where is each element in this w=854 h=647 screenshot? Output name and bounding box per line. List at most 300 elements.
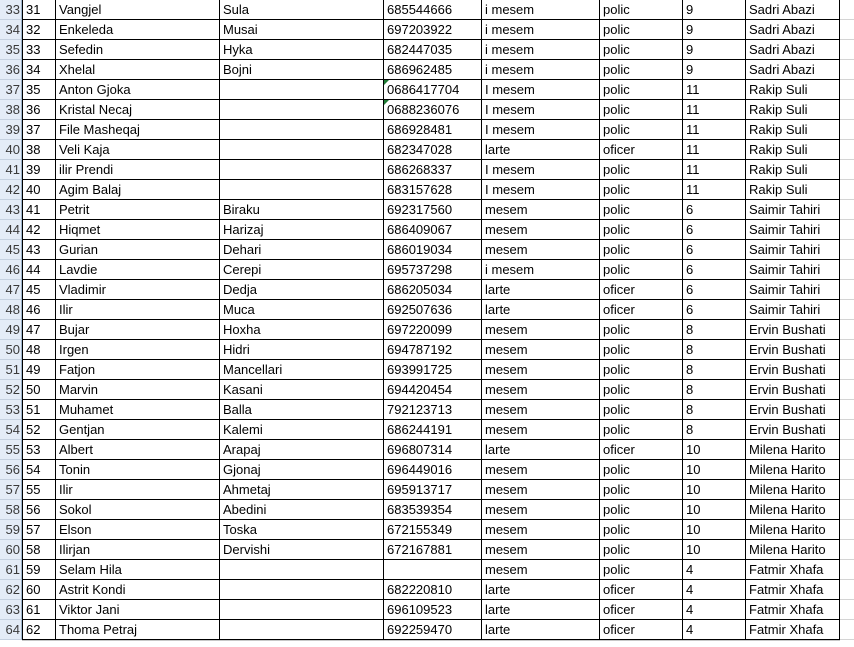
row-header[interactable]: 62 [0, 580, 22, 600]
cell-role[interactable] [600, 600, 683, 620]
cell-level[interactable] [482, 300, 600, 320]
cell-level[interactable] [482, 40, 600, 60]
cell-row-index[interactable] [22, 580, 56, 600]
empty-cell[interactable] [840, 140, 854, 160]
cell-surname[interactable] [220, 20, 384, 40]
cell-phone[interactable] [384, 60, 482, 80]
cell-commander[interactable] [746, 360, 840, 380]
cell-role[interactable] [600, 160, 683, 180]
cell-level[interactable] [482, 80, 600, 100]
cell-role[interactable] [600, 220, 683, 240]
cell-phone[interactable] [384, 200, 482, 220]
cell-row-index[interactable] [22, 540, 56, 560]
cell-phone[interactable] [384, 140, 482, 160]
cell-surname[interactable] [220, 300, 384, 320]
cell-row-index[interactable] [22, 260, 56, 280]
cell-unit[interactable] [683, 440, 746, 460]
cell-commander[interactable] [746, 60, 840, 80]
cell-role[interactable] [600, 580, 683, 600]
cell-name[interactable] [56, 560, 220, 580]
cell-unit[interactable] [683, 580, 746, 600]
empty-cell[interactable] [840, 200, 854, 220]
cell-surname[interactable] [220, 320, 384, 340]
cell-role[interactable] [600, 60, 683, 80]
empty-cell[interactable] [840, 520, 854, 540]
empty-cell[interactable] [840, 560, 854, 580]
cell-role[interactable] [600, 20, 683, 40]
cell-surname[interactable] [220, 440, 384, 460]
cell-phone[interactable] [384, 20, 482, 40]
empty-cell[interactable] [840, 0, 854, 20]
cell-role[interactable] [600, 100, 683, 120]
cell-role[interactable] [600, 260, 683, 280]
cell-level[interactable] [482, 320, 600, 340]
cell-surname[interactable] [220, 260, 384, 280]
cell-unit[interactable] [683, 340, 746, 360]
cell-name[interactable] [56, 480, 220, 500]
cell-row-index[interactable] [22, 620, 56, 640]
cell-name[interactable] [56, 200, 220, 220]
cell-phone[interactable] [384, 0, 482, 20]
row-header[interactable]: 45 [0, 240, 22, 260]
cell-phone[interactable] [384, 560, 482, 580]
cell-surname[interactable] [220, 180, 384, 200]
cell-row-index[interactable] [22, 160, 56, 180]
cell-level[interactable] [482, 400, 600, 420]
cell-row-index[interactable] [22, 400, 56, 420]
cell-role[interactable] [600, 80, 683, 100]
cell-row-index[interactable] [22, 440, 56, 460]
empty-cell[interactable] [840, 40, 854, 60]
cell-phone[interactable] [384, 520, 482, 540]
cell-unit[interactable] [683, 260, 746, 280]
cell-name[interactable] [56, 60, 220, 80]
cell-surname[interactable] [220, 380, 384, 400]
cell-unit[interactable] [683, 80, 746, 100]
cell-unit[interactable] [683, 380, 746, 400]
cell-surname[interactable] [220, 540, 384, 560]
cell-level[interactable] [482, 120, 600, 140]
cell-role[interactable] [600, 240, 683, 260]
cell-row-index[interactable] [22, 420, 56, 440]
row-header[interactable]: 60 [0, 540, 22, 560]
cell-row-index[interactable] [22, 0, 56, 20]
cell-surname[interactable] [220, 40, 384, 60]
cell-surname[interactable] [220, 140, 384, 160]
cell-level[interactable] [482, 380, 600, 400]
cell-commander[interactable] [746, 400, 840, 420]
cell-commander[interactable] [746, 240, 840, 260]
cell-commander[interactable] [746, 120, 840, 140]
row-header[interactable]: 34 [0, 20, 22, 40]
cell-role[interactable] [600, 360, 683, 380]
cell-surname[interactable] [220, 460, 384, 480]
cell-unit[interactable] [683, 300, 746, 320]
empty-cell[interactable] [840, 400, 854, 420]
row-header[interactable]: 35 [0, 40, 22, 60]
cell-row-index[interactable] [22, 520, 56, 540]
cell-name[interactable] [56, 440, 220, 460]
cell-name[interactable] [56, 400, 220, 420]
cell-unit[interactable] [683, 600, 746, 620]
cell-surname[interactable] [220, 600, 384, 620]
row-header[interactable]: 41 [0, 160, 22, 180]
cell-name[interactable] [56, 120, 220, 140]
cell-unit[interactable] [683, 0, 746, 20]
cell-phone[interactable] [384, 480, 482, 500]
cell-unit[interactable] [683, 500, 746, 520]
cell-commander[interactable] [746, 480, 840, 500]
cell-phone[interactable] [384, 540, 482, 560]
cell-unit[interactable] [683, 100, 746, 120]
cell-unit[interactable] [683, 480, 746, 500]
cell-level[interactable] [482, 560, 600, 580]
cell-role[interactable] [600, 380, 683, 400]
empty-cell[interactable] [840, 160, 854, 180]
empty-cell[interactable] [840, 120, 854, 140]
cell-phone[interactable] [384, 160, 482, 180]
cell-role[interactable] [600, 480, 683, 500]
cell-unit[interactable] [683, 240, 746, 260]
cell-surname[interactable] [220, 500, 384, 520]
cell-level[interactable] [482, 160, 600, 180]
cell-surname[interactable] [220, 580, 384, 600]
cell-row-index[interactable] [22, 100, 56, 120]
cell-role[interactable] [600, 200, 683, 220]
row-header[interactable]: 39 [0, 120, 22, 140]
cell-commander[interactable] [746, 40, 840, 60]
empty-cell[interactable] [840, 540, 854, 560]
empty-cell[interactable] [840, 440, 854, 460]
cell-level[interactable] [482, 20, 600, 40]
cell-phone[interactable] [384, 80, 482, 100]
cell-level[interactable] [482, 460, 600, 480]
cell-name[interactable] [56, 40, 220, 60]
cell-surname[interactable] [220, 120, 384, 140]
cell-level[interactable] [482, 0, 600, 20]
cell-role[interactable] [600, 620, 683, 640]
cell-phone[interactable] [384, 620, 482, 640]
cell-name[interactable] [56, 360, 220, 380]
empty-cell[interactable] [840, 340, 854, 360]
cell-commander[interactable] [746, 600, 840, 620]
row-header[interactable]: 64 [0, 620, 22, 640]
cell-row-index[interactable] [22, 560, 56, 580]
cell-row-index[interactable] [22, 80, 56, 100]
cell-phone[interactable] [384, 380, 482, 400]
cell-row-index[interactable] [22, 20, 56, 40]
cell-commander[interactable] [746, 380, 840, 400]
cell-name[interactable] [56, 280, 220, 300]
cell-role[interactable] [600, 280, 683, 300]
cell-unit[interactable] [683, 180, 746, 200]
empty-cell[interactable] [840, 60, 854, 80]
row-header[interactable]: 57 [0, 480, 22, 500]
row-header[interactable]: 50 [0, 340, 22, 360]
cell-row-index[interactable] [22, 140, 56, 160]
cell-name[interactable] [56, 540, 220, 560]
cell-phone[interactable] [384, 320, 482, 340]
cell-role[interactable] [600, 560, 683, 580]
cell-unit[interactable] [683, 420, 746, 440]
cell-unit[interactable] [683, 200, 746, 220]
cell-level[interactable] [482, 520, 600, 540]
cell-phone[interactable] [384, 40, 482, 60]
cell-level[interactable] [482, 340, 600, 360]
cell-row-index[interactable] [22, 60, 56, 80]
cell-level[interactable] [482, 220, 600, 240]
row-header[interactable]: 49 [0, 320, 22, 340]
cell-phone[interactable] [384, 120, 482, 140]
cell-role[interactable] [600, 420, 683, 440]
empty-cell[interactable] [840, 360, 854, 380]
cell-row-index[interactable] [22, 180, 56, 200]
cell-unit[interactable] [683, 620, 746, 640]
cell-role[interactable] [600, 40, 683, 60]
cell-phone[interactable] [384, 260, 482, 280]
cell-role[interactable] [600, 120, 683, 140]
cell-surname[interactable] [220, 340, 384, 360]
empty-cell[interactable] [840, 620, 854, 640]
empty-cell[interactable] [840, 180, 854, 200]
empty-cell[interactable] [840, 220, 854, 240]
cell-phone[interactable] [384, 180, 482, 200]
cell-surname[interactable] [220, 400, 384, 420]
empty-cell[interactable] [840, 20, 854, 40]
cell-commander[interactable] [746, 100, 840, 120]
cell-role[interactable] [600, 300, 683, 320]
cell-commander[interactable] [746, 440, 840, 460]
cell-role[interactable] [600, 520, 683, 540]
cell-commander[interactable] [746, 140, 840, 160]
cell-phone[interactable] [384, 500, 482, 520]
cell-level[interactable] [482, 260, 600, 280]
row-header[interactable]: 42 [0, 180, 22, 200]
cell-level[interactable] [482, 140, 600, 160]
cell-commander[interactable] [746, 180, 840, 200]
cell-phone[interactable] [384, 240, 482, 260]
cell-role[interactable] [600, 0, 683, 20]
empty-cell[interactable] [840, 280, 854, 300]
cell-unit[interactable] [683, 120, 746, 140]
empty-cell[interactable] [840, 300, 854, 320]
cell-surname[interactable] [220, 160, 384, 180]
cell-name[interactable] [56, 520, 220, 540]
cell-unit[interactable] [683, 160, 746, 180]
cell-commander[interactable] [746, 20, 840, 40]
cell-commander[interactable] [746, 420, 840, 440]
cell-surname[interactable] [220, 0, 384, 20]
cell-surname[interactable] [220, 200, 384, 220]
cell-row-index[interactable] [22, 300, 56, 320]
cell-row-index[interactable] [22, 340, 56, 360]
empty-cell[interactable] [840, 420, 854, 440]
cell-surname[interactable] [220, 520, 384, 540]
cell-row-index[interactable] [22, 280, 56, 300]
row-header[interactable]: 54 [0, 420, 22, 440]
cell-name[interactable] [56, 240, 220, 260]
cell-role[interactable] [600, 460, 683, 480]
empty-cell[interactable] [840, 580, 854, 600]
cell-level[interactable] [482, 200, 600, 220]
cell-level[interactable] [482, 180, 600, 200]
empty-cell[interactable] [840, 500, 854, 520]
cell-row-index[interactable] [22, 120, 56, 140]
cell-name[interactable] [56, 220, 220, 240]
cell-phone[interactable] [384, 360, 482, 380]
cell-phone[interactable] [384, 440, 482, 460]
cell-phone[interactable] [384, 300, 482, 320]
cell-role[interactable] [600, 180, 683, 200]
cell-name[interactable] [56, 80, 220, 100]
cell-phone[interactable] [384, 220, 482, 240]
cell-phone[interactable] [384, 600, 482, 620]
row-header[interactable]: 44 [0, 220, 22, 240]
cell-commander[interactable] [746, 500, 840, 520]
cell-surname[interactable] [220, 100, 384, 120]
cell-level[interactable] [482, 440, 600, 460]
cell-row-index[interactable] [22, 40, 56, 60]
cell-row-index[interactable] [22, 600, 56, 620]
cell-surname[interactable] [220, 60, 384, 80]
cell-unit[interactable] [683, 560, 746, 580]
cell-name[interactable] [56, 420, 220, 440]
cell-level[interactable] [482, 420, 600, 440]
cell-surname[interactable] [220, 280, 384, 300]
cell-level[interactable] [482, 620, 600, 640]
cell-unit[interactable] [683, 540, 746, 560]
cell-unit[interactable] [683, 400, 746, 420]
cell-level[interactable] [482, 360, 600, 380]
cell-unit[interactable] [683, 460, 746, 480]
cell-level[interactable] [482, 580, 600, 600]
cell-commander[interactable] [746, 540, 840, 560]
cell-name[interactable] [56, 460, 220, 480]
cell-commander[interactable] [746, 160, 840, 180]
cell-name[interactable] [56, 140, 220, 160]
row-header[interactable]: 63 [0, 600, 22, 620]
row-header[interactable]: 56 [0, 460, 22, 480]
cell-name[interactable] [56, 600, 220, 620]
cell-phone[interactable] [384, 340, 482, 360]
cell-role[interactable] [600, 340, 683, 360]
empty-cell[interactable] [840, 260, 854, 280]
cell-commander[interactable] [746, 520, 840, 540]
cell-name[interactable] [56, 300, 220, 320]
cell-phone[interactable] [384, 100, 482, 120]
row-header[interactable]: 59 [0, 520, 22, 540]
cell-commander[interactable] [746, 0, 840, 20]
row-header[interactable]: 51 [0, 360, 22, 380]
cell-unit[interactable] [683, 280, 746, 300]
cell-row-index[interactable] [22, 200, 56, 220]
cell-level[interactable] [482, 280, 600, 300]
cell-row-index[interactable] [22, 380, 56, 400]
cell-surname[interactable] [220, 560, 384, 580]
row-header[interactable]: 40 [0, 140, 22, 160]
cell-phone[interactable] [384, 460, 482, 480]
cell-name[interactable] [56, 320, 220, 340]
cell-row-index[interactable] [22, 360, 56, 380]
cell-name[interactable] [56, 260, 220, 280]
empty-cell[interactable] [840, 100, 854, 120]
cell-surname[interactable] [220, 420, 384, 440]
row-header[interactable]: 53 [0, 400, 22, 420]
row-header[interactable]: 43 [0, 200, 22, 220]
cell-surname[interactable] [220, 220, 384, 240]
cell-commander[interactable] [746, 620, 840, 640]
empty-cell[interactable] [840, 380, 854, 400]
cell-commander[interactable] [746, 560, 840, 580]
cell-level[interactable] [482, 540, 600, 560]
cell-name[interactable] [56, 20, 220, 40]
cell-row-index[interactable] [22, 480, 56, 500]
cell-unit[interactable] [683, 140, 746, 160]
cell-level[interactable] [482, 60, 600, 80]
cell-unit[interactable] [683, 20, 746, 40]
cell-phone[interactable] [384, 400, 482, 420]
cell-commander[interactable] [746, 280, 840, 300]
cell-level[interactable] [482, 500, 600, 520]
cell-unit[interactable] [683, 320, 746, 340]
cell-role[interactable] [600, 540, 683, 560]
cell-commander[interactable] [746, 300, 840, 320]
cell-unit[interactable] [683, 60, 746, 80]
cell-name[interactable] [56, 500, 220, 520]
cell-phone[interactable] [384, 580, 482, 600]
cell-name[interactable] [56, 160, 220, 180]
row-header[interactable]: 52 [0, 380, 22, 400]
cell-phone[interactable] [384, 420, 482, 440]
cell-unit[interactable] [683, 360, 746, 380]
row-header[interactable]: 37 [0, 80, 22, 100]
cell-surname[interactable] [220, 360, 384, 380]
empty-cell[interactable] [840, 600, 854, 620]
row-header[interactable]: 61 [0, 560, 22, 580]
empty-cell[interactable] [840, 80, 854, 100]
cell-level[interactable] [482, 240, 600, 260]
cell-row-index[interactable] [22, 460, 56, 480]
cell-row-index[interactable] [22, 220, 56, 240]
cell-name[interactable] [56, 380, 220, 400]
cell-commander[interactable] [746, 220, 840, 240]
cell-name[interactable] [56, 340, 220, 360]
cell-unit[interactable] [683, 40, 746, 60]
cell-surname[interactable] [220, 240, 384, 260]
cell-row-index[interactable] [22, 240, 56, 260]
cell-unit[interactable] [683, 520, 746, 540]
row-header[interactable]: 33 [0, 0, 22, 20]
cell-commander[interactable] [746, 580, 840, 600]
cell-name[interactable] [56, 580, 220, 600]
cell-unit[interactable] [683, 220, 746, 240]
cell-level[interactable] [482, 480, 600, 500]
cell-commander[interactable] [746, 460, 840, 480]
cell-name[interactable] [56, 620, 220, 640]
row-header[interactable]: 38 [0, 100, 22, 120]
number-stored-as-text-warning-icon[interactable] [384, 80, 389, 85]
cell-role[interactable] [600, 320, 683, 340]
cell-commander[interactable] [746, 260, 840, 280]
empty-cell[interactable] [840, 240, 854, 260]
cell-surname[interactable] [220, 620, 384, 640]
cell-commander[interactable] [746, 80, 840, 100]
cell-commander[interactable] [746, 200, 840, 220]
empty-cell[interactable] [840, 320, 854, 340]
empty-cell[interactable] [840, 480, 854, 500]
cell-surname[interactable] [220, 480, 384, 500]
cell-role[interactable] [600, 400, 683, 420]
